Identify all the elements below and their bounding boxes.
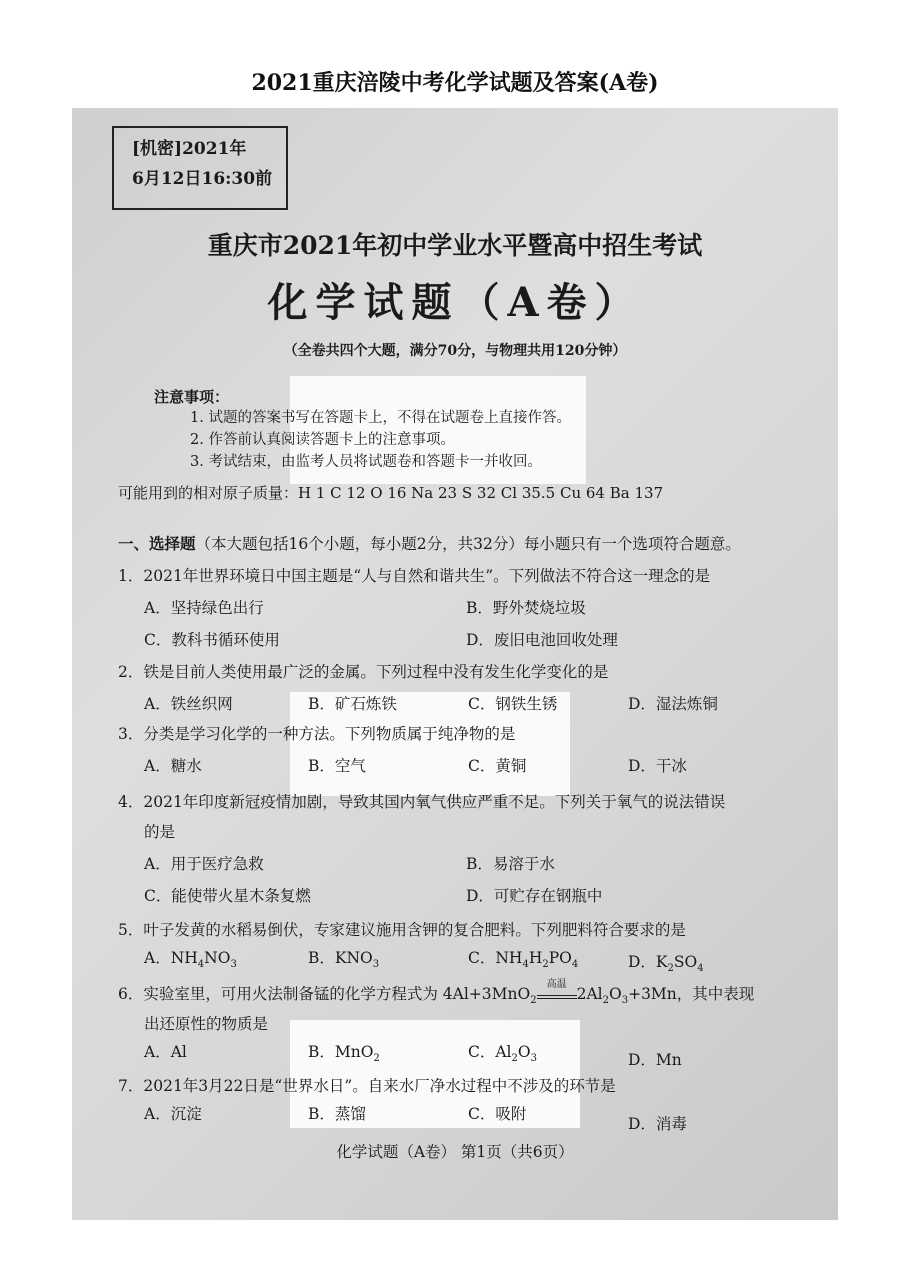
question-7-stem: 7．2021年3月22日是“世界水日”。自来水厂净水过程中不涉及的环节是 [118, 1077, 616, 1095]
confidential-stamp [112, 126, 288, 210]
notice-item: 1. 试题的答案书写在答题卡上，不得在试题卷上直接作答。 [190, 410, 571, 426]
q6-option-d: D．Mn [628, 1051, 682, 1069]
question-1-stem: 1．2021年世界环境日中国主题是“人与自然和谐共生”。下列做法不符合这一理念的是 [118, 567, 711, 585]
q6-option-a: A．Al [144, 1043, 187, 1061]
q1-option-c: C．教科书循环使用 [144, 631, 280, 649]
stamp-line-2: 6月12日16:30前 [132, 169, 273, 189]
q5-option-b: B．$KNO_3$ [308, 949, 380, 971]
exam-paper-photo [72, 108, 838, 1220]
q5-option-a: A．$NH_4NO_3$ [144, 949, 237, 971]
q6-option-c: C．$Al_2O_3$ [468, 1043, 537, 1065]
notice-item: 3. 考试结束，由监考人员将试题卷和答题卡一并收回。 [190, 454, 542, 470]
q1-option-b: B．野外焚烧垃圾 [466, 599, 586, 617]
q4-option-d: D．可贮存在钢瓶中 [466, 887, 603, 905]
q7-option-c: C．吸附 [468, 1105, 527, 1123]
question-5-stem: 5．叶子发黄的水稻易倒伏，专家建议施用含钾的复合肥料。下列肥料符合要求的是 [118, 921, 686, 939]
q2-option-a: A．铁丝织网 [144, 695, 233, 713]
q2-option-c: C．钢铁生锈 [468, 695, 558, 713]
q3-option-b: B．空气 [308, 757, 366, 775]
q3-option-c: C．黄铜 [468, 757, 527, 775]
question-6-stem-line-2: 出还原性的物质是 [144, 1015, 269, 1033]
atomic-masses: 可能用到的相对原子质量：H 1 C 12 O 16 Na 23 S 32 Cl 35.5 Cu 64 Ba 137 [118, 484, 664, 502]
q7-option-d: D．消毒 [628, 1115, 687, 1133]
exam-subtitle: （全卷共四个大题，满分70分，与物理共用120分钟） [283, 343, 627, 359]
q1-option-d: D．废旧电池回收处理 [466, 631, 618, 649]
question-4-stem-line-1: 4．2021年印度新冠疫情加剧，导致其国内氧气供应严重不足。下列关于氧气的说法错误 [118, 793, 726, 811]
q5-option-c: C．$NH_4H_2PO_4$ [468, 949, 579, 971]
q6-option-b: B．MnO$_2$ [308, 1043, 380, 1065]
q4-option-c: C．能使带火星木条复燃 [144, 887, 311, 905]
notice-item: 2. 作答前认真阅读答题卡上的注意事项。 [190, 432, 455, 448]
q7-option-b: B．蒸馏 [308, 1105, 366, 1123]
exam-header: 重庆市2021年初中学业水平暨高中招生考试 [207, 231, 703, 260]
section-1-desc: （本大题包括16个小题，每小题2分，共32分）每小题只有一个选项符合题意。 [195, 535, 741, 553]
document-title: 2021重庆涪陵中考化学试题及答案(A卷) [251, 70, 659, 96]
question-2-stem: 2．铁是目前人类使用最广泛的金属。下列过程中没有发生化学变化的是 [118, 663, 609, 681]
q2-option-b: B．矿石炼铁 [308, 695, 397, 713]
q3-option-d: D．干冰 [628, 757, 687, 775]
q5-option-d: D．$K_2SO_4$ [628, 953, 704, 975]
q1-option-a: A．坚持绿色出行 [144, 599, 264, 617]
section-1-label: 一、选择题 [118, 534, 196, 553]
q7-option-a: A．沉淀 [144, 1105, 202, 1123]
question-3-stem: 3．分类是学习化学的一种方法。下列物质属于纯净物的是 [118, 725, 516, 743]
notice-heading: 注意事项： [154, 388, 230, 406]
q3-option-a: A．糖水 [144, 757, 202, 775]
question-4-stem-line-2: 的是 [144, 823, 176, 841]
reaction-condition-arrow: 高温 [537, 987, 577, 999]
q4-option-b: B．易溶于水 [466, 855, 555, 873]
page-footer: 化学试题（A卷） 第1页（共6页） [336, 1143, 574, 1161]
stamp-line-1: [机密]2021年 [132, 139, 247, 159]
question-6-stem-line-1: 6．实验室里，可用火法制备锰的化学方程式为 4Al+3MnO$_2$ 高温 $2Al_2O_3+3Mn$，其中表现 [118, 979, 755, 1007]
section-1-heading [118, 532, 741, 554]
q4-option-a: A．用于医疗急救 [144, 855, 264, 873]
exam-title: 化学试题（A卷） [267, 279, 643, 326]
q2-option-d: D．湿法炼铜 [628, 695, 718, 713]
